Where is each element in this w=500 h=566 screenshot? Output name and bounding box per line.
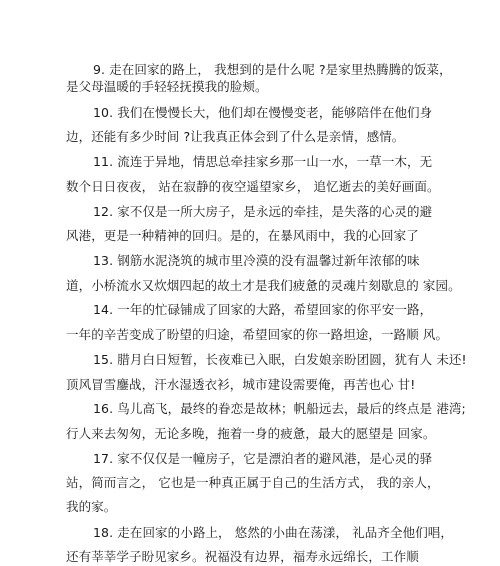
paragraph-13-line-1: 13. 钢筋水泥浇筑的城市里冷漠的没有温馨过新年浓郁的味 xyxy=(93,253,420,268)
paragraph-17-line-1: 17. 家不仅仅是一幢房子，它是漂泊者的避风港，是心灵的驿 xyxy=(93,451,433,466)
paragraph-10-line-1: 10. 我们在慢慢长大，他们却在慢慢变老，能够陪伴在他们身 xyxy=(93,105,433,120)
paragraph-9-line-1: 9. 走在回家的路上， 我想到的是什么呢 ?是家里热腾腾的饭菜， xyxy=(93,62,452,77)
paragraph-12-line-2: 风港，更是一种精神的回归。是的，在暴风雨中，我的心回家了 xyxy=(66,228,419,243)
paragraph-10-line-2: 边，还能有多少时间 ?让我真正体会到了什么是亲情，感情。 xyxy=(66,129,405,144)
paragraph-12-line-1: 12. 家不仅是一所大房子，是永远的牵挂，是失落的心灵的避 xyxy=(93,204,433,219)
paragraph-14-line-2: 一年的辛苦变成了盼望的归途，希望回家的你一路坦途，一路顺 风。 xyxy=(66,327,449,342)
paragraph-17-line-2: 站，简而言之， 它也是一种真正属于自己的生活方式， 我的亲人， xyxy=(66,475,440,490)
paragraph-18-line-2: 还有莘莘学子盼见家乡。祝福没有边界，福寿永远绵长，工作顺 xyxy=(66,549,419,564)
paragraph-9-line-2: 是父母温暖的手轻轻抚摸我的脸颊。 xyxy=(66,79,268,94)
paragraph-18-line-1: 18. 走在回家的小路上， 悠然的小曲在荡漾， 礼品齐全他们唱， xyxy=(93,525,454,540)
paragraph-16-line-1: 16. 鸟儿高飞，最终的眷恋是故林；帆船远去，最后的终点是 港湾; xyxy=(93,401,466,416)
paragraph-11-line-2: 数个日日夜夜， 站在寂静的夜空遥望家乡， 追忆逝去的美好画面。 xyxy=(66,179,440,194)
paragraph-15-line-1: 15. 腊月白日短暂，长夜难已入眠，白发娘亲盼团圆，犹有人 未还! xyxy=(93,352,467,367)
paragraph-16-line-2: 行人来去匆匆，无论多晚，拖着一身的疲惫，最大的愿望是 回家。 xyxy=(66,426,436,441)
paragraph-11-line-1: 11. 流连于异地，情思总牵挂家乡那一山一水，一草一木，无 xyxy=(93,154,433,169)
paragraph-14-line-1: 14. 一年的忙碌铺成了回家的大路，希望回家的你平安一路， xyxy=(93,302,433,317)
paragraph-13-line-2: 道，小桥流水又炊烟四起的故土才是我们疲惫的灵魂片刻歇息的 家园。 xyxy=(66,278,461,293)
paragraph-15-line-2: 顶风冒雪鏖战，汗水湿透衣衫，城市建设需要俺，再苦也心 甘! xyxy=(66,377,416,392)
paragraph-17-line-3: 我的家。 xyxy=(66,499,117,514)
